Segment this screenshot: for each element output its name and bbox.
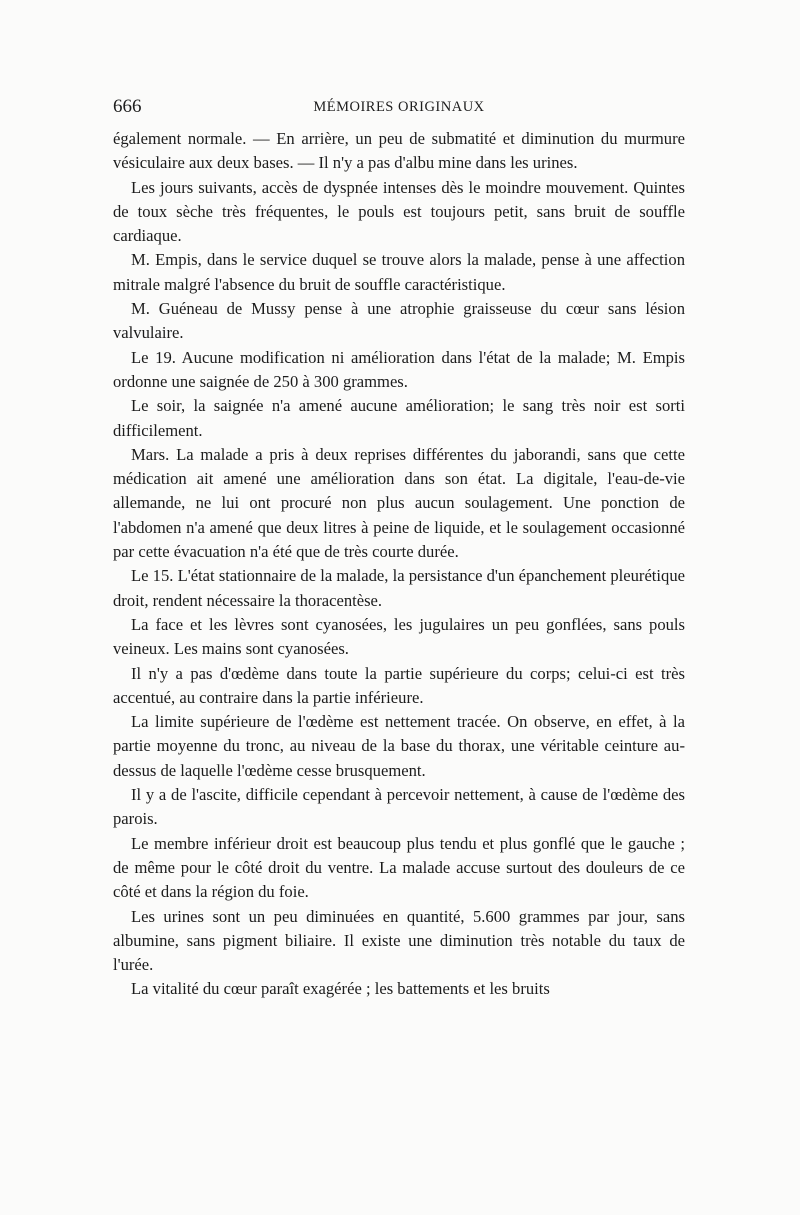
paragraph: Les urines sont un peu diminuées en quantité, 5.600 grammes par jour, sans albumine, sans pigment biliaire. Il existe une diminution très notable du taux de l'urée. [113, 906, 685, 975]
paragraph: Le 19. Aucune modification ni amélioration dans l'état de la malade; M. Empis ordonne une saignée de 250 à 300 grammes. [113, 347, 685, 391]
paragraph: Les jours suivants, accès de dyspnée intenses dès le moindre mouvement. Quintes de toux sèche très fréquentes, le pouls est toujours petit, sans bruit de souffle cardiaque. [113, 177, 685, 246]
paragraph: La vitalité du cœur paraît exagérée ; les battements et les bruits [131, 979, 550, 999]
paragraph: M. Empis, dans le service duquel se trouve alors la malade, pense à une affection mitrale malgré l'absence du bruit de souffle caractéristique. [113, 250, 685, 294]
body-text [113, 127, 685, 1002]
paragraph: Il n'y a pas d'œdème dans toute la partie supérieure du corps; celui-ci est très accentué, au contraire dans la partie inférieure. [113, 663, 685, 707]
paragraph: également normale. — En arrière, un peu de submatité et diminution du murmure vésiculaire aux deux bases. — Il n'y a pas d'albu mine dans les urines. [113, 129, 685, 173]
paragraph: Le soir, la saignée n'a amené aucune amélioration; le sang très noir est sorti difficilement. [113, 396, 685, 440]
paragraph: Il y a de l'ascite, difficile cependant à percevoir nettement, à cause de l'œdème des parois. [113, 785, 685, 829]
paragraph: M. Guéneau de Mussy pense à une atrophie graisseuse du cœur sans lésion valvulaire. [113, 299, 685, 343]
running-title: MÉMOIRES ORIGINAUX [313, 99, 485, 115]
paragraph: Mars. La malade a pris à deux reprises différentes du jaborandi, sans que cette médication ait amené une amélioration dans son état. La digitale, l'eau-de-vie allemande, ne lui ont procuré non plus aucun soulagement. Une ponction de l'abdomen n'a amené que deux litres à peine de liquide, et le soulagement occasionné par cette évacuation n'a été que de très courte durée. [113, 444, 685, 562]
paragraph: La limite supérieure de l'œdème est nettement tracée. On observe, en effet, à la partie moyenne du tronc, au niveau de la base du thorax, une véritable ceinture au-dessus de laquelle l'œdème cesse brusquement. [113, 712, 685, 780]
paragraph: Le 15. L'état stationnaire de la malade, la persistance d'un épanchement pleurétique droit, rendent nécessaire la thoracentèse. [113, 566, 685, 610]
page-number: 666 [113, 96, 142, 117]
page-header [113, 96, 685, 120]
paragraph: La face et les lèvres sont cyanosées, les jugulaires un peu gonflées, sans pouls veineux. Les mains sont cyanosées. [113, 614, 685, 659]
paragraph: Le membre inférieur droit est beaucoup plus tendu et plus gonflé que le gauche ; de même pour le côté droit du ventre. La malade accuse surtout des douleurs de ce côté et dans la région du foie. [113, 833, 685, 902]
